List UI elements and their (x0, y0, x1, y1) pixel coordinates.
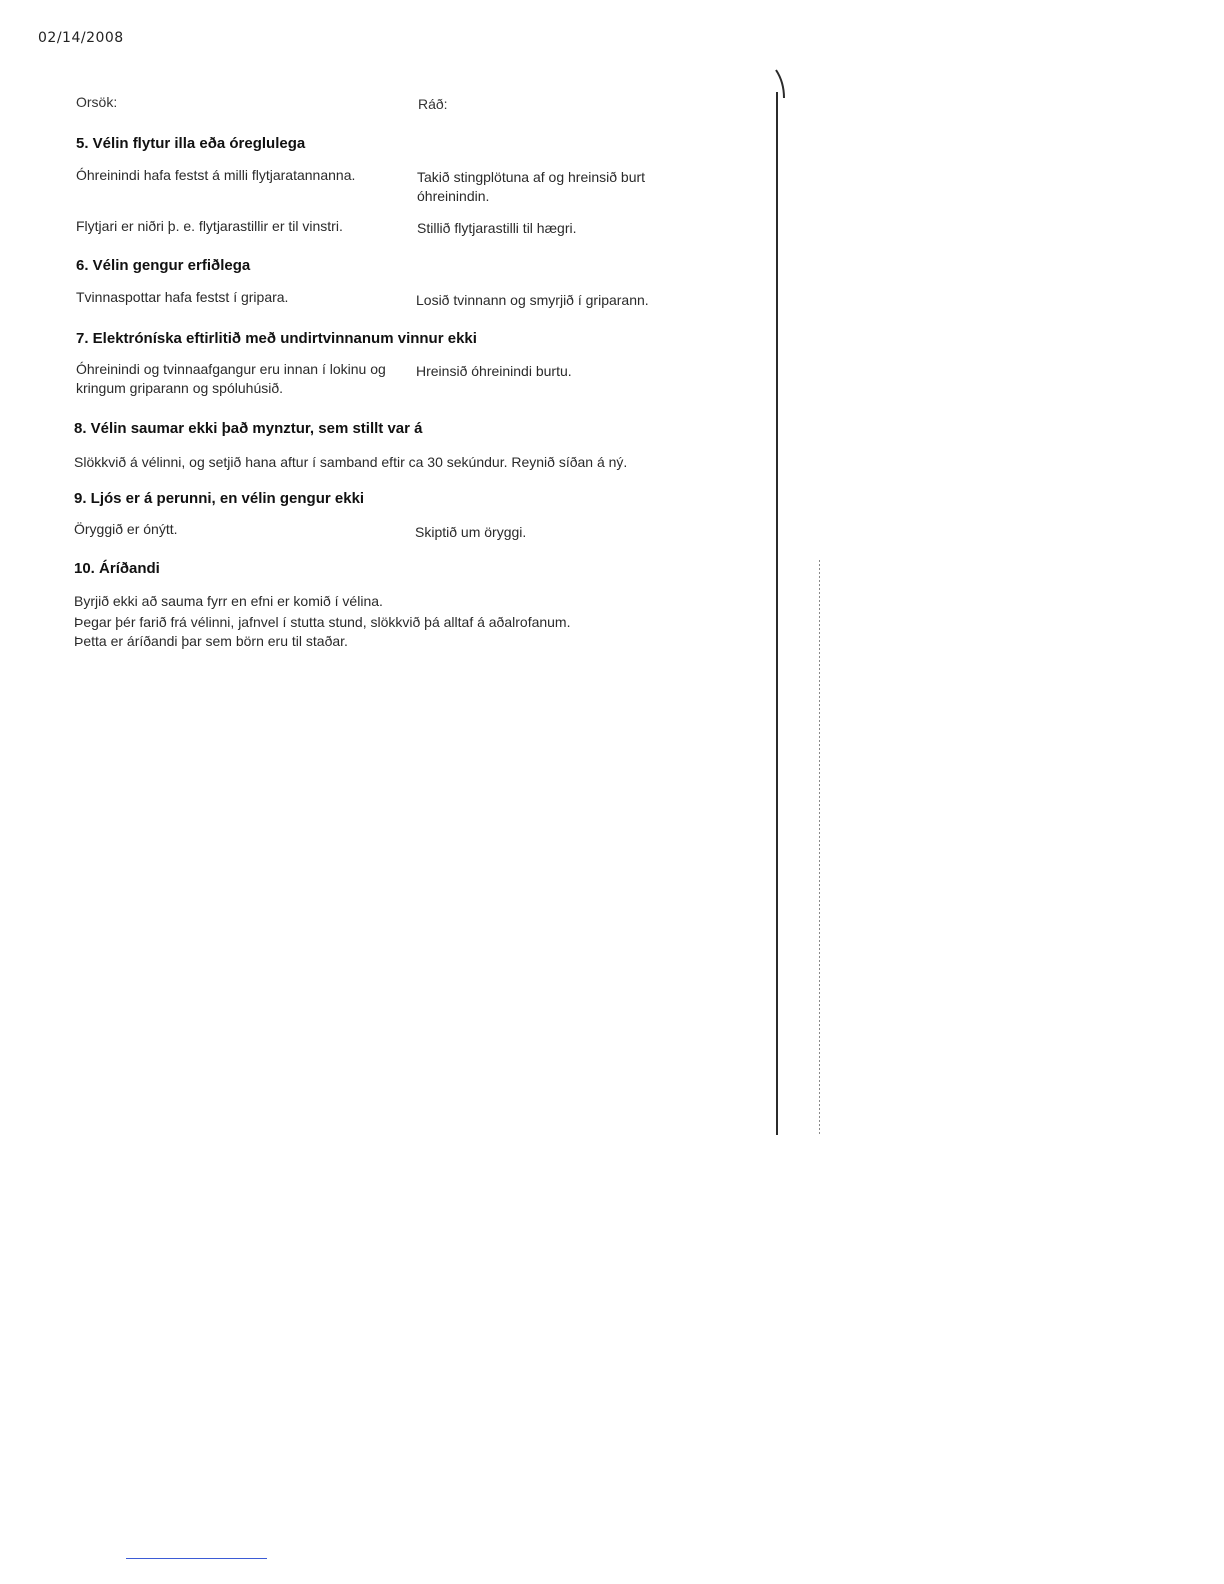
section-9-advice-1: Skiptið um öryggi. (415, 524, 527, 540)
section-5-cause-1: Óhreinindi hafa festst á milli flytjaratannanna. (76, 167, 356, 183)
section-5-heading: 5. Vélin flytur illa eða óreglulega (76, 135, 306, 152)
section-5-advice-1: Takið stingplötuna af og hreinsið burt óhreinindin. (417, 169, 646, 204)
section-10-line-2: Þegar þér farið frá vélinni, jafnvel í stutta stund, slökkvið þá alltaf á aðalrofanum. (74, 614, 571, 630)
section-8-heading: 8. Vélin saumar ekki það mynztur, sem stillt var á (74, 420, 423, 437)
section-6-advice-1: Losið tvinnann og smyrjið í griparann. (416, 292, 649, 308)
section-10-line-3: Þetta er áríðandi þar sem börn eru til staðar. (74, 633, 348, 649)
cause-column-header: Orsök: (76, 94, 118, 110)
section-6-heading: 6. Vélin gengur erfiðlega (76, 257, 251, 274)
scan-dotted-line (819, 560, 820, 1135)
section-9-cause-1: Öryggið er ónýtt. (74, 521, 178, 537)
page-edge-curve (770, 68, 790, 108)
section-7-advice-1: Hreinsið óhreinindi burtu. (416, 363, 572, 379)
section-6-cause-1: Tvinnaspottar hafa festst í gripara. (76, 289, 289, 305)
section-8-text: Slökkvið á vélinni, og setjið hana aftur í samband eftir ca 30 sekúndur. Reynið síðan á ný. (74, 454, 628, 470)
section-10-heading: 10. Áríðandi (74, 560, 160, 577)
section-10-line-1: Byrjið ekki að sauma fyrr en efni er komið í vélina. (74, 593, 383, 609)
section-7-cause-1: Óhreinindi og tvinnaafgangur eru innan í lokinu og kringum griparann og spóluhúsið. (76, 361, 386, 396)
print-date: 02/14/2008 (38, 30, 124, 46)
advice-column-header: Ráð: (418, 96, 448, 112)
section-7-heading: 7. Elektróníska eftirlitið með undirtvinnanum vinnur ekki (76, 330, 477, 347)
footer-rule (126, 1558, 267, 1559)
section-5-cause-2: Flytjari er niðri þ. e. flytjarastillir er til vinstri. (76, 218, 343, 234)
section-5-advice-2: Stillið flytjarastilli til hægri. (417, 220, 577, 236)
section-9-heading: 9. Ljós er á perunni, en vélin gengur ekki (74, 490, 365, 507)
page-edge-line (776, 92, 778, 1135)
